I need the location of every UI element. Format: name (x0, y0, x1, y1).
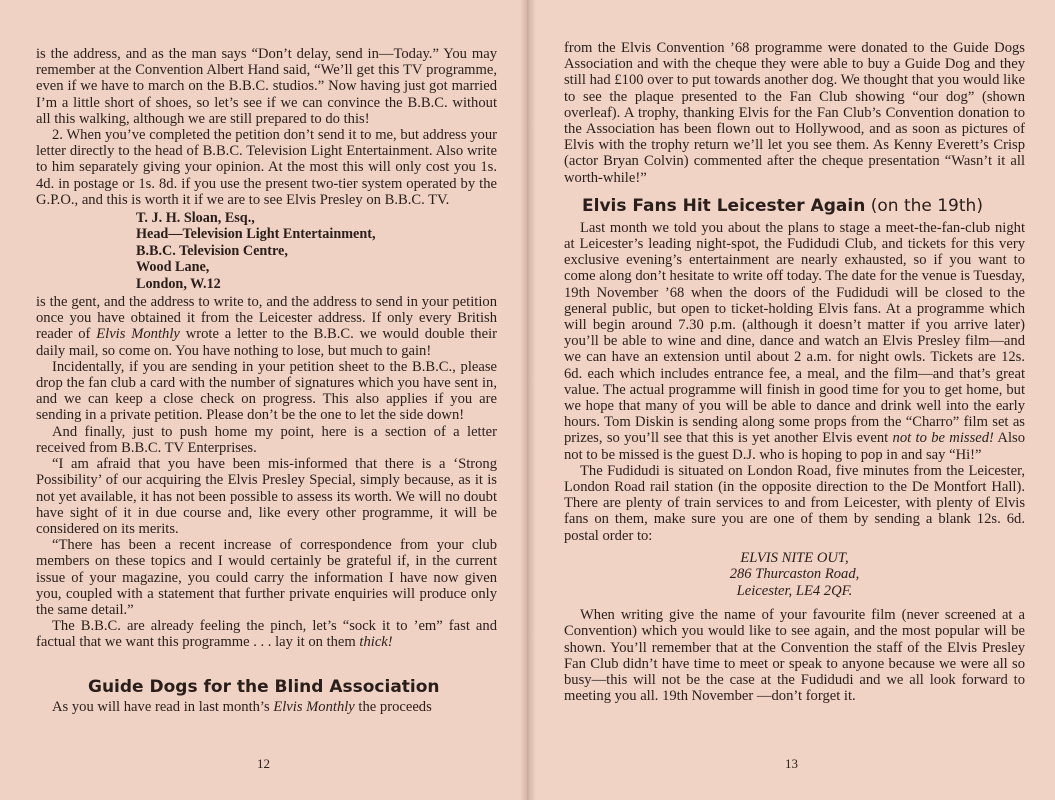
right-paragraph-1: from the Elvis Convention ’68 programme were donated to the Guide Dogs Association and with the cheque they were able to buy a Guide Dog and they still had £100 over to put towards another dog. We thought that you would like to see the plaque presented to the Fan Club showing “our dog” (shown overleaf). A trophy, thanking Elvis for the Fan Club’s Convention donation to the Association has been flown out to Hollywood, and as soon as pictures of Elvis with the trophy return we’ll let you see them. As Kenny Everett’s Crisp (actor Bryan Colvin) commented after the cheque presentation “Wasn’t it all worth-while!” (564, 40, 1025, 186)
text-run: Also not to be missed is the guest D.J. who is hoping to pop in and say “Hi!” (564, 430, 1025, 463)
address-line: T. J. H. Sloan, Esq., (136, 210, 255, 227)
bbc-letter-quote-2: “There has been a recent increase of correspondence from your club members on these topics and I would certainly be grateful if, in the current issue of your magazine, you could carry the information I have now given you, coupled with a statement that further private enquiries will produce only the same detail.” (36, 537, 497, 618)
bbc-letter-quote-1: “I am afraid that you have been mis-informed that there is a ‘Strong Possibility’ of our acquiring the Elvis Presley Special, simply because, as it is not yet available, it has not been possible to assess its worth. We will no doubt have sight of it in due course and, like every other programme, it will be considered on its merits. (36, 456, 497, 537)
bbc-address-block (136, 210, 497, 292)
right-page (528, 0, 1055, 800)
left-paragraph-2: 2. When you’ve completed the petition don’t send it to me, but address your letter directly to the head of B.B.C. Television Light Entertainment. Also write to him separately giving your opinion. At the most this will only cost you 1s. 4d. in postage or 1s. 8d. if you use the present two-tier system operated by the G.P.O., and this is worth it if we are to see Elvis Presley on B.B.C. TV. (36, 127, 497, 208)
left-paragraph-3 (36, 294, 497, 359)
magazine-title: Elvis Monthly (273, 698, 355, 715)
address-line: Wood Lane, (136, 259, 210, 276)
leicester-heading (582, 196, 1025, 216)
magazine-title: Elvis Monthly (96, 326, 180, 343)
left-paragraph-4: Incidentally, if you are sending in your petition sheet to the B.B.C., please drop the fan club a card with the number of signatures which you have sent in, and we can keep a close check on progress. This also applies if you are sending in a private petition. Please don’t be the one to let the side down! (36, 358, 497, 424)
emphasis: not to be missed! (892, 430, 994, 447)
heading-sub: (on the 19th) (865, 195, 983, 216)
left-paragraph-9 (36, 699, 497, 715)
right-paragraph-3: The Fudidudi is situated on London Road, five minutes from the Leicester, London Road rail station (in the opposite direction to the De Montfort Hall). There are plenty of train services to and from Leicester, with plenty of Elvis fans on them, make sure you are one of them by sending a blank 12s. 6d. postal order to: (564, 462, 1025, 544)
text-run: is the gent, and the address to write to, and the address to send in your petition once you have obtained it from the Leicester address. If only every British reader of (36, 294, 497, 343)
left-paragraph-8 (36, 618, 497, 650)
guide-dogs-heading: Guide Dogs for the Blind Association (88, 676, 440, 697)
text-run: Last month we told you about the plans to stage a meet-the-fan-club night at Leicester’s leading night-spot, the Fudidudi Club, and tickets for this very exclusive evening’s entertainment are nearly exhausted, so if you want to come along don’t hesitate to write off today. The date for the venue is Tuesday, 19th November ’68 when the doors of the Fudidudi will be closed to the general public, but open to ticket-holding Elvis fans. At a programme which will begin around 7.30 p.m. (although it doesn’t matter if you arrive later) you’ll be able to wine and dine, dance and watch an Elvis Presley film—and we can have an extension until about 2 a.m. for night owls. Tickets are 12s. 6d. each which includes entrance fee, a meal, and the film—and that’s great value. The actual programme will finish in good time for you to get home, but we hope that many of you will be able to dance and drink well into the early hours. Tom Diskin is sending along some props from the “Charro” film set as prizes, so you’ll see that this is yet another Elvis event (564, 219, 1025, 447)
address-line: London, W.12 (136, 275, 221, 292)
order-address-block (564, 550, 1025, 599)
left-paragraph-5: And finally, just to push home my point, here is a section of a letter received from B.B.C. TV Enterprises. (36, 423, 497, 456)
page-number-left: 12 (257, 756, 270, 771)
emphasis: thick! (359, 634, 393, 651)
text-run: the proceeds (354, 698, 432, 715)
right-paragraph-4: When writing give the name of your favourite film (never screened at a Convention) which you would like to see again, and the most popular will be shown. You’ll remember that at the Convention the staff of the Elvis Presley Fan Club didn’t have time to meet or speak to anyone because we were all so busy—this will not be the case at the Fudidudi and we all look forward to meeting you all. 19th November —don’t forget it. (564, 607, 1025, 705)
text-run: wrote a letter to the B.B.C. we would double their daily mail, so come on. You have nothing to lose, but much to gain! (36, 326, 497, 359)
heading-main: Elvis Fans Hit Leicester Again (582, 195, 866, 216)
address-line: Leicester, LE4 2QF. (736, 582, 853, 599)
right-paragraph-2 (564, 220, 1025, 463)
address-line: B.B.C. Television Centre, (136, 242, 288, 259)
left-page (0, 0, 527, 800)
text-run: The B.B.C. are already feeling the pinch, let’s “sock it to ’em” fast and factual that we want this programme . . . lay it on them (36, 618, 497, 651)
text-run: As you will have read in last month’s (52, 698, 274, 715)
page-gutter (520, 0, 536, 800)
page-number-right: 13 (785, 756, 798, 771)
address-line: Head—Television Light Entertainment, (136, 226, 376, 243)
address-line: ELVIS NITE OUT, (740, 549, 849, 566)
left-paragraph-1: is the address, and as the man says “Don’t delay, send in—Today.” You may remember at the Convention Albert Hand said, “We’ll get this TV programme, even if we have to march on the B.B.C. studios.” Now having just got married I’m a little short of shoes, so let’s see if we can convince the B.B.C. without all this walking, although we are still prepared to do this! (36, 46, 497, 127)
address-line: 286 Thurcaston Road, (729, 566, 860, 583)
